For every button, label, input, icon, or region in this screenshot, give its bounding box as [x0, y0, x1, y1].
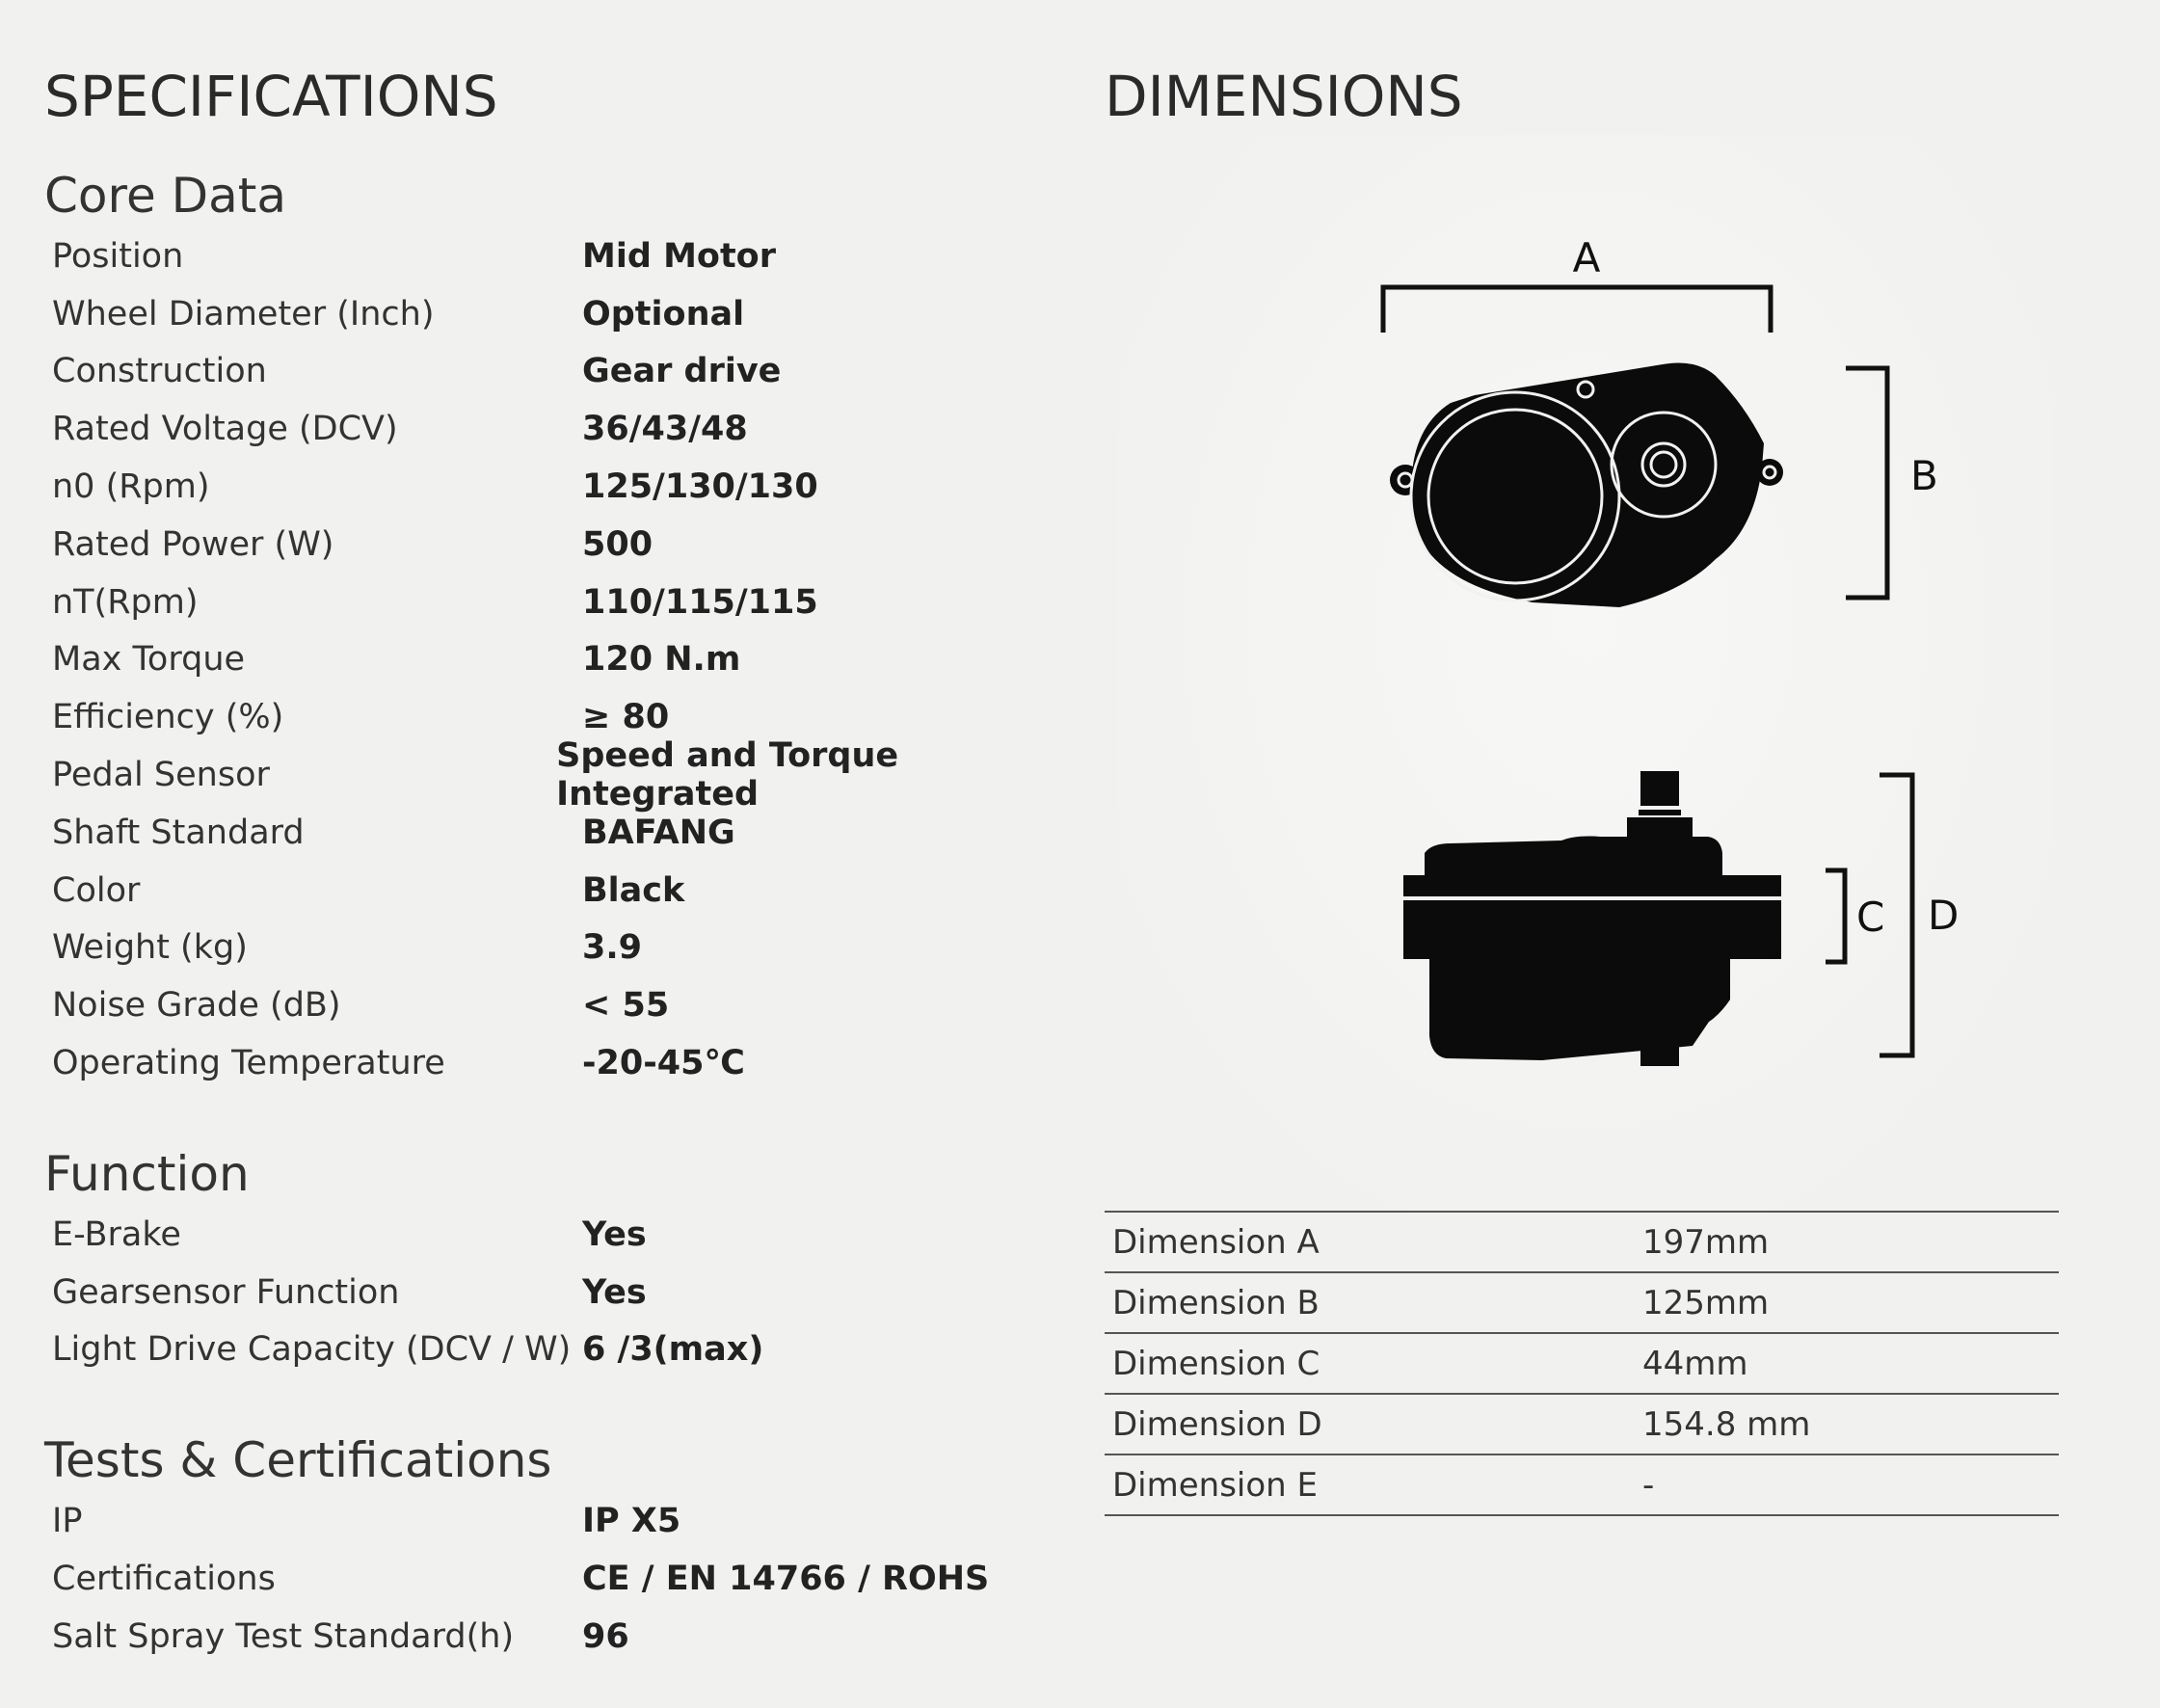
dimension-label: Dimension A — [1112, 1222, 1320, 1262]
specifications-list — [44, 164, 1085, 1666]
spec-label: Shaft Standard — [52, 813, 305, 852]
label-b: B — [1910, 452, 1938, 499]
spec-row — [44, 574, 1085, 631]
spec-value: CE / EN 14766 / ROHS — [582, 1560, 990, 1599]
spec-value: Yes — [582, 1214, 647, 1254]
spec-value: Black — [582, 870, 685, 910]
spec-label: E-Brake — [52, 1214, 181, 1254]
spec-row — [44, 862, 1085, 920]
dimension-label: Dimension E — [1112, 1465, 1319, 1505]
spec-label: Wheel Diameter (Inch) — [52, 294, 435, 334]
dimension-label: Dimension B — [1112, 1283, 1320, 1322]
spec-label: Light Drive Capacity (DCV / W) — [52, 1330, 572, 1370]
dimensions-heading: DIMENSIONS — [1105, 64, 1463, 129]
spec-value: 500 — [582, 524, 653, 564]
spec-value: 6 /3(max) — [582, 1330, 764, 1370]
spec-row — [44, 920, 1085, 977]
dimension-value: 154.8 mm — [1642, 1404, 1811, 1444]
spec-row — [44, 400, 1085, 458]
spec-label: Efficiency (%) — [52, 698, 284, 737]
spec-value: < 55 — [582, 986, 670, 1026]
spec-value: 125/130/130 — [582, 467, 818, 507]
section-title-core-data: Core Data — [44, 168, 287, 224]
specifications-heading: SPECIFICATIONS — [44, 64, 498, 129]
spec-label: n0 (Rpm) — [52, 467, 210, 507]
spec-label: Pedal Sensor — [52, 756, 270, 795]
dimension-label: Dimension C — [1112, 1344, 1320, 1383]
dimension-diagram — [1118, 135, 2053, 1214]
spec-label: Rated Power (W) — [52, 524, 334, 564]
dimension-value: 197mm — [1642, 1222, 1770, 1262]
spec-label: Noise Grade (dB) — [52, 986, 341, 1026]
table-row — [1105, 1271, 2059, 1332]
spec-value: 110/115/115 — [582, 582, 818, 622]
table-row — [1105, 1211, 2059, 1271]
spec-label: Operating Temperature — [52, 1044, 445, 1083]
spec-value: Yes — [582, 1272, 647, 1312]
spec-value: IP X5 — [582, 1502, 681, 1541]
spec-row — [44, 227, 1085, 285]
motor-drawing — [1118, 135, 2053, 1214]
spec-label: Position — [52, 236, 184, 276]
spec-row — [44, 976, 1085, 1034]
spec-value: -20-45℃ — [582, 1044, 745, 1083]
spec-label: Construction — [52, 352, 267, 391]
spec-row — [44, 1321, 1085, 1379]
label-a: A — [1572, 234, 1601, 281]
spec-row — [44, 285, 1085, 343]
spec-value: Optional — [582, 294, 745, 334]
dimension-value: - — [1642, 1465, 1655, 1505]
spec-value: Gear drive — [582, 352, 782, 391]
spec-row — [44, 736, 1085, 814]
spec-label: nT(Rpm) — [52, 582, 199, 622]
spec-row — [44, 458, 1085, 516]
spec-label: Color — [52, 870, 141, 910]
spec-label: Salt Spray Test Standard(h) — [52, 1616, 515, 1656]
bracket-a — [1383, 287, 1771, 333]
spec-row — [44, 1608, 1085, 1666]
spec-row — [44, 1206, 1085, 1264]
spec-value: BAFANG — [582, 813, 735, 852]
spec-value: 36/43/48 — [582, 410, 748, 449]
spec-label: Certifications — [52, 1560, 276, 1599]
motor-top-view — [1390, 363, 1783, 608]
bracket-b — [1846, 368, 1887, 598]
table-row — [1105, 1393, 2059, 1454]
dimension-value: 44mm — [1642, 1344, 1748, 1383]
table-row — [1105, 1332, 2059, 1393]
spec-label: Rated Voltage (DCV) — [52, 410, 398, 449]
spec-label: Gearsensor Function — [52, 1272, 400, 1312]
spec-value: 120 N.m — [582, 640, 741, 680]
dimension-value: 125mm — [1642, 1283, 1770, 1322]
label-d: D — [1928, 892, 1960, 939]
spec-row — [44, 1550, 1085, 1608]
spec-value: Mid Motor — [582, 236, 776, 276]
spec-row — [44, 516, 1085, 574]
spec-row — [44, 1264, 1085, 1321]
spec-label: Max Torque — [52, 640, 246, 680]
table-row — [1105, 1454, 2059, 1516]
bracket-c — [1826, 870, 1845, 962]
dimensions-table — [1105, 1211, 2059, 1516]
dimension-label: Dimension D — [1112, 1404, 1322, 1444]
spec-value: Speed and Torque Integrated — [556, 736, 899, 814]
motor-side-view — [1403, 771, 1781, 1066]
spec-row — [44, 631, 1085, 689]
spec-value: 3.9 — [582, 928, 643, 968]
spec-row — [44, 1492, 1085, 1550]
label-c: C — [1856, 894, 1885, 941]
spec-label: IP — [52, 1502, 83, 1541]
spec-value: ≥ 80 — [582, 698, 670, 737]
spec-row — [44, 1034, 1085, 1092]
spec-label: Weight (kg) — [52, 928, 248, 968]
spec-row — [44, 343, 1085, 401]
section-title-tests-certifications: Tests & Certifications — [44, 1432, 552, 1489]
spec-value: 96 — [582, 1616, 629, 1656]
section-title-function: Function — [44, 1145, 250, 1202]
